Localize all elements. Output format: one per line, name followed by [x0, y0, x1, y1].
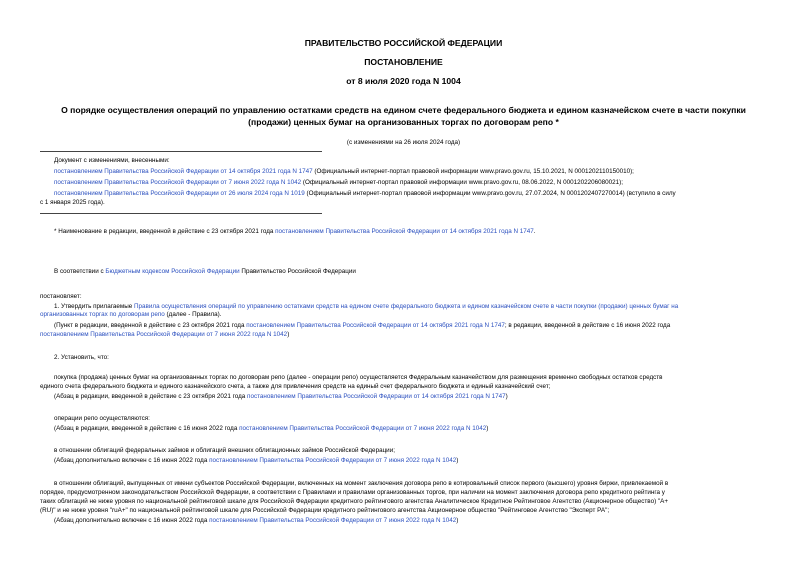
change-line-1: [54, 168, 634, 176]
budget-code-link[interactable]: Бюджетным кодексом Российской Федерации: [105, 268, 240, 275]
preamble-a: В соответствии с: [54, 268, 106, 275]
item-1-a: 1. Утвердить прилагаемые: [54, 303, 134, 310]
change-link-3[interactable]: постановлением Правительства Российской Федерации от 26 июля 2024 года N 1019: [54, 190, 305, 197]
repo-line-2: единого счета федерального бюджета и единого казначейского счета, а также для привлечения средств на единый счет федерального бюджета и единый казначейский счет;: [40, 383, 551, 390]
footnote: [54, 228, 536, 236]
change-line-3-cont: с 1 января 2025 года).: [40, 199, 105, 206]
subj-line-2: порядке, предусмотренном законодательством Российской Федерации, в соответствии с Правилами и правилами организованных торгов, при наличии на момент заключения договора репо кредитного рейтинга у: [40, 489, 665, 496]
repo-line-1: покупка (продажа) ценных бумаг на организованных торгах по договорам репо (далее - операции репо) осуществляется Федеральным казначейством для размещения временно свободных остатков средств: [54, 374, 663, 381]
edition-note: (с изменениями на 26 июля 2024 года): [346, 139, 461, 146]
decree-word: постановляет:: [40, 293, 82, 300]
footnote-text: * Наименование в редакции, введенной в действие с 23 октября 2021 года: [54, 228, 276, 235]
item-1-note-a: (Пункт в редакции, введенной в действие с 23 октября 2021 года: [54, 322, 247, 329]
item-1-cont: [40, 311, 222, 319]
ops-note-link[interactable]: постановлением Правительства Российской Федерации от 7 июня 2022 года N 1042: [239, 425, 487, 432]
item-2: 2. Установить, что:: [54, 354, 109, 361]
divider-bottom: [40, 213, 322, 214]
document-title: О порядке осуществления операций по управлению остатками средств на едином счете федерального бюджета и едином казначейском счете в части покупки (продажи) ценных бумаг на организованных торгах по договорам репо *: [61, 105, 746, 127]
subj-note-link[interactable]: постановлением Правительства Российской Федерации от 7 июня 2022 года N 1042: [209, 517, 457, 524]
government-heading: ПРАВИТЕЛЬСТВО РОССИЙСКОЙ ФЕДЕРАЦИИ: [304, 38, 503, 48]
divider-top: [40, 151, 322, 152]
repo-note-a: (Абзац в редакции, введенной в действие с 23 октября 2021 года: [54, 393, 248, 400]
ops-note-a: (Абзац в редакции, введенной в действие с 16 июня 2022 года: [54, 425, 240, 432]
document-type: ПОСТАНОВЛЕНИЕ: [364, 57, 443, 67]
change-link-1[interactable]: постановлением Правительства Российской Федерации от 14 октября 2021 года N 1747: [54, 168, 313, 175]
preamble: [54, 268, 356, 276]
item-1-note-b: ; в редакции, введенной в действие с 16 июня 2022 года: [504, 322, 671, 329]
change-text-1: (Официальный интернет-портал правовой информации www.pravo.gov.ru, 15.10.2021, N 0001202110150010);: [312, 168, 634, 175]
subj-note-b: ): [456, 517, 459, 524]
fed-note-b: ): [456, 457, 459, 464]
item-1-b: (далее - Правила).: [164, 311, 222, 318]
repo-note: [54, 393, 508, 401]
change-text-3: (Официальный интернет-портал правовой информации www.pravo.gov.ru, 27.07.2024, N 0001202407270014) (вступило в силу: [304, 190, 676, 197]
repo-note-b: ): [505, 393, 508, 400]
subj-line-1: в отношении облигаций, выпущенных от имени субъектов Российской Федерации, включенных на момент заключения договора репо в котировальный список первого (высшего) уровня биржи, привлекаемой в: [54, 480, 669, 487]
document-date: от 8 июля 2020 года N 1004: [346, 76, 461, 86]
ops-note: [54, 425, 488, 433]
ops-line: операции репо осуществляются:: [54, 415, 150, 422]
item-1-note-c: ): [287, 331, 290, 338]
item-1-note-cont: [40, 331, 289, 339]
change-link-2[interactable]: постановлением Правительства Российской Федерации от 7 июня 2022 года N 1042: [54, 179, 302, 186]
item-1-note-link[interactable]: постановлением Правительства Российской Федерации от 14 октября 2021 года N 1747: [246, 322, 505, 329]
ops-note-b: ): [486, 425, 489, 432]
fed-note-link[interactable]: постановлением Правительства Российской Федерации от 7 июня 2022 года N 1042: [209, 457, 457, 464]
fed-line: в отношении облигаций федеральных займов и облигаций внешних облигационных займов Российской Федерации;: [54, 447, 395, 454]
fed-note: [54, 457, 458, 465]
change-line-2: [54, 179, 623, 187]
preamble-b: Правительство Российской Федерации: [239, 268, 356, 275]
subj-line-4: (RU)" и не ниже уровня "ruA+" по национальной рейтинговой шкале для Российской Федерации кредитного рейтингового агентства Акционерное общество "Рейтинговое Агентство "Эксперт РА";: [40, 507, 610, 514]
fed-note-a: (Абзац дополнительно включен с 16 июня 2022 года: [54, 457, 210, 464]
footnote-link[interactable]: постановлением Правительства Российской Федерации от 14 октября 2021 года N 1747: [275, 228, 534, 235]
change-text-2: (Официальный интернет-портал правовой информации www.pravo.gov.ru, 08.06.2022, N 0001202206080021);: [301, 179, 623, 186]
subj-note: [54, 517, 458, 525]
item-1-note: [54, 322, 670, 330]
footnote-end: .: [533, 228, 536, 235]
repo-note-link[interactable]: постановлением Правительства Российской Федерации от 14 октября 2021 года N 1747: [247, 393, 506, 400]
subj-note-a: (Абзац дополнительно включен с 16 июня 2022 года: [54, 517, 210, 524]
rules-link[interactable]: Правила осуществления операций по управлению остатками средств на едином счете федерального бюджета и едином казначейском счете в части покупки (продажи) ценных бумаг на: [134, 303, 679, 310]
subj-line-3: таких облигаций не ниже уровня по национальной рейтинговой шкале для Российской Федерации кредитного рейтингового агентства Аналитическое Кредитное Рейтинговое Агентство (Акционерное общество) "А+: [40, 498, 669, 505]
item-1: [54, 303, 678, 311]
item-1-note-link-2[interactable]: постановлением Правительства Российской Федерации от 7 июня 2022 года N 1042: [40, 331, 288, 338]
change-line-3: [54, 190, 676, 198]
rules-link-cont[interactable]: организованных торгах по договорам репо: [40, 311, 165, 318]
changes-intro: Документ с изменениями, внесенными:: [54, 157, 170, 164]
